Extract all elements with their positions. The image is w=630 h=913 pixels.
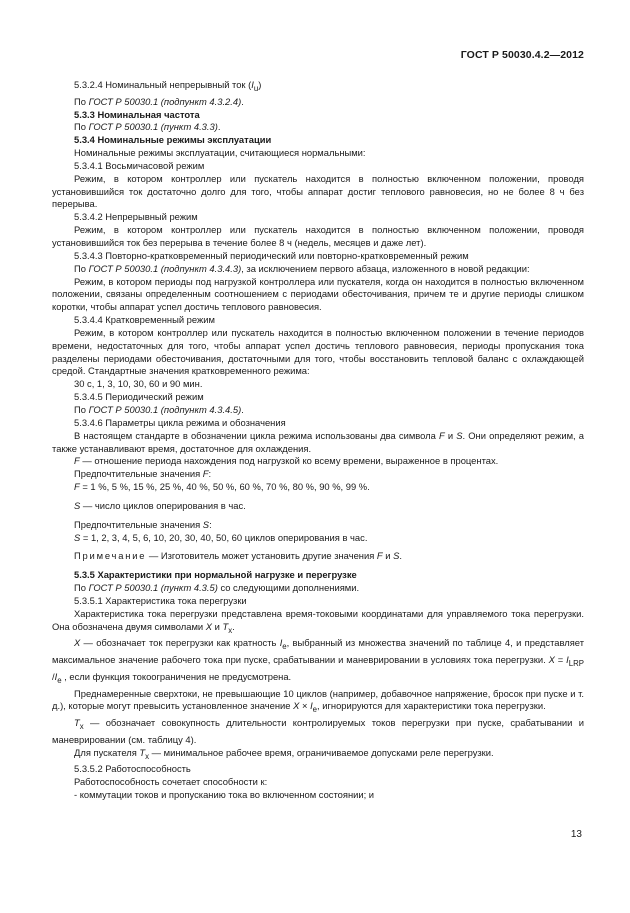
paragraph: Режим, в котором контроллер или пускатель находится в полностью включенном положении, проводя установившийся ток достаточно долго для того, чтобы аппарат достиг теплового равновесия, но не более 8 ч без перерыва.: [52, 172, 584, 210]
reference: По ГОСТ Р 50030.1 (подпункт 4.3.2.4).: [74, 95, 244, 107]
definition-x: X — обозначает ток перегрузки как кратность $I_e$, выбранный из множества значений по таблице 4, и представляет максимальное значение рабочего тока при пуске, срабатывании и маневрировании в условиях тока перегрузки. $X = I_{LRP}$ $/I_e$ , если функция токоограничения не предусмотрена.: [52, 637, 584, 685]
values-f: F = 1 %, 5 %, 15 %, 25 %, 40 %, 50 %, 60 %, 70 %, 80 %, 90 %, 99 %.: [74, 481, 370, 493]
clause-5-3-4-4: 5.3.4.4 Кратковременный режим: [74, 314, 215, 326]
paragraph: По ГОСТ Р 50030.1 (подпункт 4.3.4.3), за исключением первого абзаца, изложенного в новой редакции:: [74, 262, 530, 274]
document-body: [52, 79, 584, 802]
heading-5-3-3: 5.3.3 Номинальная частота: [74, 108, 200, 120]
clause-5-3-2-4: 5.3.2.4 Номинальный непрерывный ток $(I_u)$: [74, 79, 262, 93]
heading-5-3-4: 5.3.4 Номинальные режимы эксплуатации: [74, 134, 272, 146]
clause-5-3-5-1: 5.3.5.1 Характеристика тока перегрузки: [74, 594, 247, 606]
values-s: S = 1, 2, 3, 4, 5, 6, 10, 20, 30, 40, 50, 60 циклов оперирования в час.: [74, 531, 368, 543]
heading-5-3-5: 5.3.5 Характеристики при нормальной нагрузке и перегрузке: [74, 569, 357, 581]
definition-tx: $T_x$ — обозначает совокупность длительности контролируемых токов перегрузки при пуске, срабатывании и маневрировании (см. таблицу 4).: [52, 717, 584, 745]
values-list: 30 с, 1, 3, 10, 30, 60 и 90 мин.: [74, 378, 203, 390]
definition-s: S — число циклов оперирования в час.: [74, 499, 246, 511]
clause-5-3-4-1: 5.3.4.1 Восьмичасовой режим: [74, 159, 205, 171]
list-item: - коммутации токов и пропусканию тока во включенном состоянии; и: [74, 789, 375, 801]
paragraph: Предпочтительные значения F:: [74, 468, 212, 480]
clause-5-3-5-2: 5.3.5.2 Работоспособность: [74, 763, 191, 775]
page-number: 13: [570, 829, 582, 840]
paragraph: В настоящем стандарте в обозначении цикла режима использованы два символа F и S. Они определяют режим, а также устанавливают время, достаточное для охлаждения.: [52, 429, 585, 454]
note: Примечание — Изготовитель может установить другие значения F и S.: [74, 550, 402, 562]
document-header: ГОСТ Р 50030.4.2—2012: [460, 49, 584, 61]
paragraph: Работоспособность сочетает способности к:: [74, 776, 268, 788]
reference: По ГОСТ Р 50030.1 (подпункт 4.3.4.5).: [74, 403, 244, 415]
paragraph: Режим, в котором контроллер или пускатель находится в полностью включенном положении в течение периодов времени, недостаточных для того, чтобы аппарат успел достичь теплового равновесия, периоды пропускания тока разделены периодами обесточивания, достаточными для того, чтобы восстановить тепловой баланс с охлаждающей средой. Стандартные значения кратковременного режима:: [52, 326, 584, 377]
paragraph: Номинальные режимы эксплуатации, считающиеся нормальными:: [74, 147, 366, 159]
clause-5-3-4-2: 5.3.4.2 Непрерывный режим: [74, 211, 198, 223]
definition-f: F — отношение периода нахождения под нагрузкой ко всему времени, выраженное в процентах.: [74, 455, 499, 467]
paragraph: Преднамеренные сверхтоки, не превышающие 10 циклов (например, добавочное напряжение, бросок при пуске и т. д.), которые могут превысить установленное значение $X \times I_e$, игнорируются для характеристики тока перегрузки.: [52, 687, 584, 715]
clause-5-3-4-6: 5.3.4.6 Параметры цикла режима и обозначения: [74, 416, 286, 428]
paragraph: Режим, в котором контроллер или пускатель находится в полностью включенном положении, проводя установившийся ток без перерыва в течение более 8 ч (недель, месяцев и даже лет).: [52, 224, 584, 248]
paragraph: Для пускателя $T_x$ — минимальное рабочее время, ограничиваемое допусками реле перегрузки.: [74, 746, 494, 761]
clause-5-3-4-5: 5.3.4.5 Периодический режим: [74, 391, 204, 403]
paragraph: Характеристика тока перегрузки представлена время-токовыми координатами для управляемого тока перегрузки. Она обозначена двумя символами X и $T_x$.: [52, 607, 584, 635]
paragraph: Предпочтительные значения S:: [74, 518, 212, 530]
clause-5-3-4-3: 5.3.4.3 Повторно-кратковременный периодический или повторно-кратковременный режим: [74, 249, 469, 261]
reference: По ГОСТ Р 50030.1 (пункт 4.3.3).: [74, 121, 221, 133]
paragraph: Режим, в котором периоды под нагрузкой контроллера или пускателя, когда он находится в полностью включенном положении, связаны определенным соотношением с периодами обесточивания, причем те и другие периоды слишком коротки, чтобы аппарат успел достичь теплового равновесия.: [52, 275, 584, 313]
reference: По ГОСТ Р 50030.1 (пункт 4.3.5) со следующими дополнениями.: [74, 582, 360, 594]
